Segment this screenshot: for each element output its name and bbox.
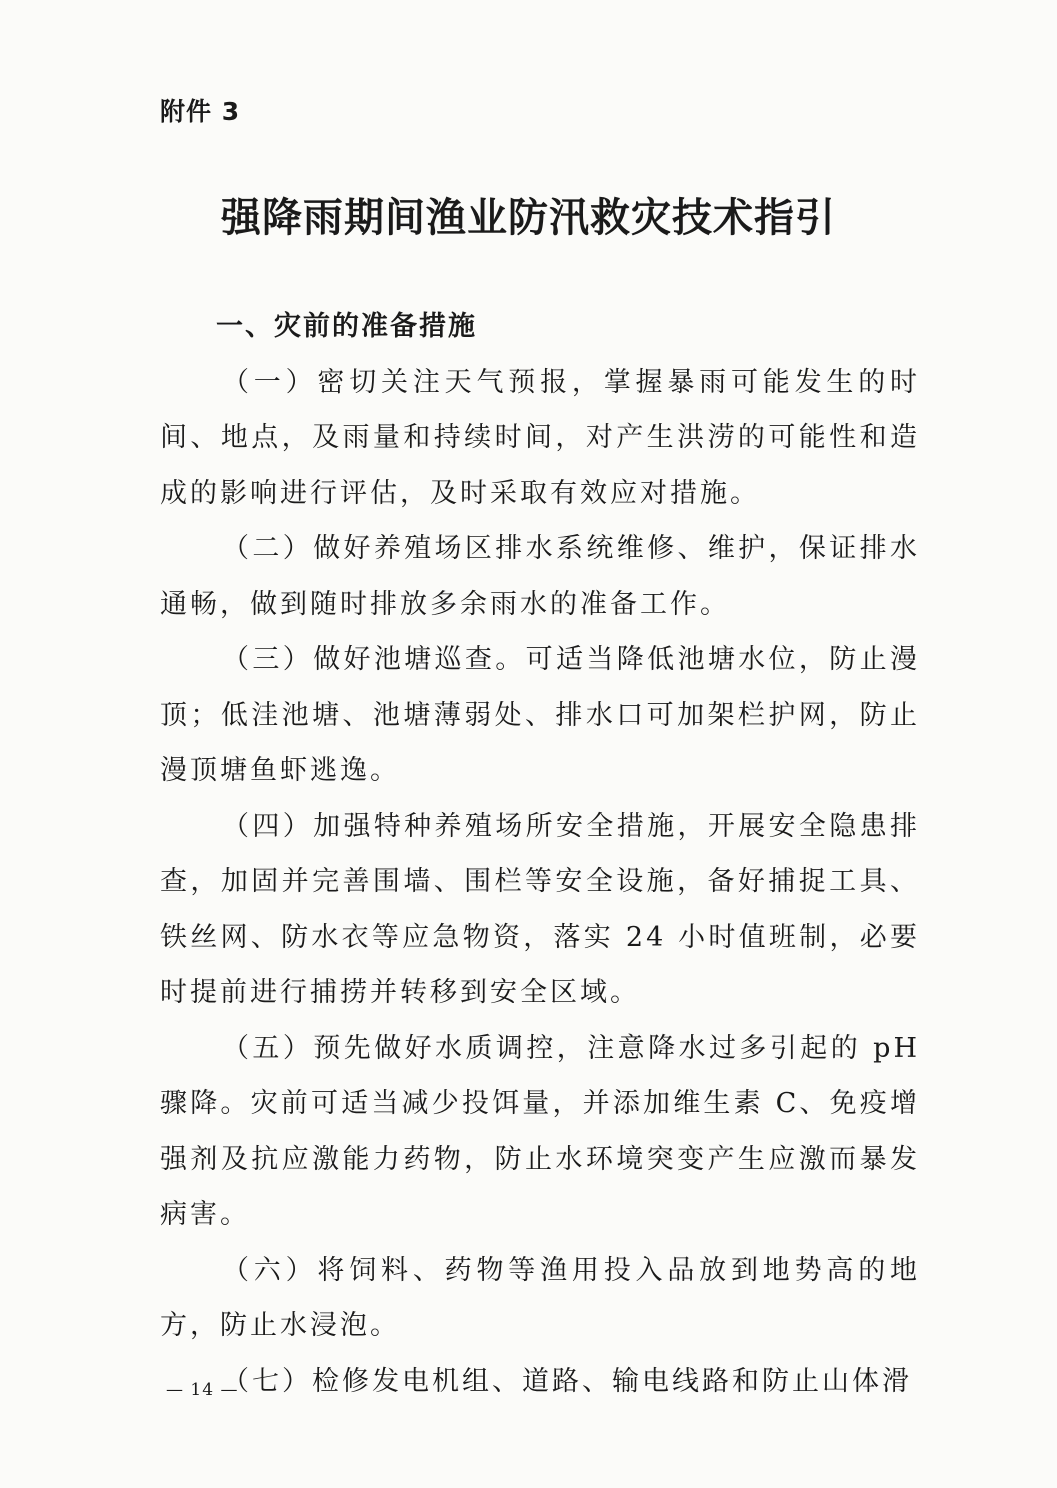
paragraph-6: （六）将饲料、药物等渔用投入品放到地势高的地方，防止水浸泡。 [160,1254,920,1341]
paragraph-7: （七）检修发电机组、道路、输电线路和防止山体滑 [222,1365,912,1397]
paragraph-4: （四）加强特种养殖场所安全措施，开展安全隐患排查，加固并完善围墙、围栏等安全设施，备好捕捉工具、铁丝网、防水衣等应急物资，落实 24 小时值班制，必要时提前进行捕捞并转移到安全区域。 [160,810,920,1008]
paragraph-3: （三）做好池塘巡查。可适当降低池塘水位，防止漫顶；低洼池塘、池塘薄弱处、排水口可加架栏护网，防止漫顶塘鱼虾逃逸。 [160,644,920,786]
paragraph-2: （二）做好养殖场区排水系统维修、维护，保证排水通畅，做到随时排放多余雨水的准备工作。 [160,533,920,620]
document-body [160,299,920,1409]
paragraph-5: （五）预先做好水质调控，注意降水过多引起的 pH 骤降。灾前可适当减少投饵量，并添加维生素 C、免疫增强剂及抗应激能力药物，防止水环境突变产生应激而暴发病害。 [160,1032,920,1230]
section-heading: 一、灾前的准备措施 [216,311,477,342]
paragraph-1: （一）密切关注天气预报，掌握暴雨可能发生的时间、地点，及雨量和持续时间，对产生洪涝的可能性和造成的影响进行评估，及时采取有效应对措施。 [160,366,920,509]
attachment-label: 附件 3 [160,97,241,126]
document-title: 强降雨期间渔业防汛救灾技术指引 [221,195,836,241]
page-number: — 14 — [166,1380,239,1400]
